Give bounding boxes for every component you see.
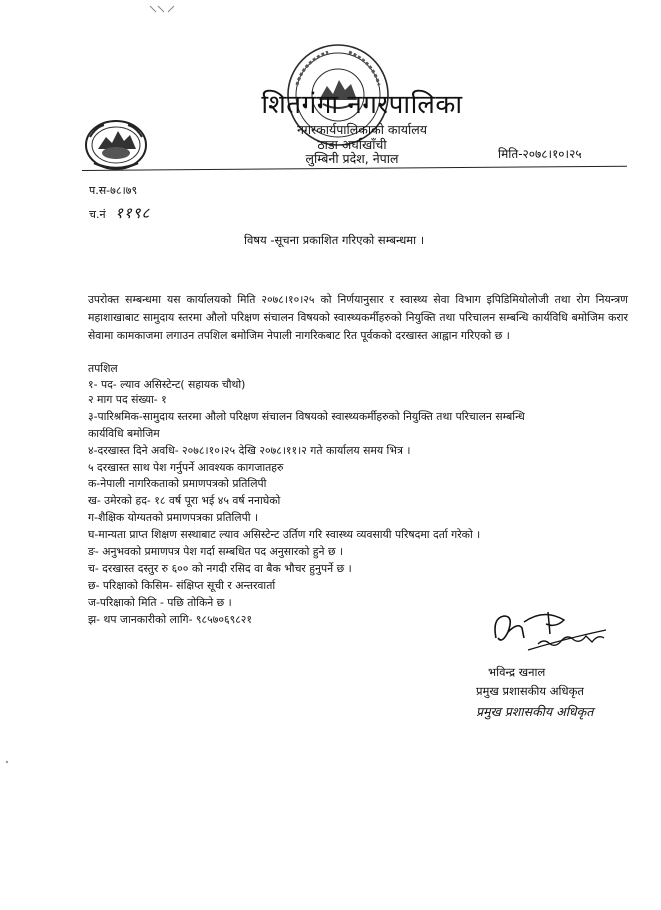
signatory-name: भविन्द्र खनाल <box>488 665 546 679</box>
subject-line: विषय -सूचना प्रकाशित गरिएको सम्बन्धमा । <box>244 233 425 247</box>
body-paragraph: उपरोक्त सम्बन्धमा यस कार्यालयको मिति २०७८।१०।२५ को निर्णयानुसार र स्वास्थ्य सेवा विभाग इपिडिमियोलोजी तथा रोग नियन्त्रण महाशाखाबाट सामुदाय स्तरमा औलो परिक्षण संचालन विषयको स्वास्थ्यकर्मीहरुको नियुक्ति तथा परिचालन सम्बन्धि कार्यविधि बमोजिम करार सेवामा कामकाजमा लगाउन तपशिल बमोजिम नेपाली नागरिकबाट रित पूर्वकको दरखास्त आह्वान गरिएको छ । <box>88 293 628 342</box>
list-item: ५ दरखास्त साथ पेश गर्नुपर्ने आवश्यक कागजातहरु <box>88 461 284 474</box>
list-item: २ माग पद संख्या- १ <box>88 393 167 406</box>
office-place: ठाडा अर्घाखाँची <box>317 137 387 152</box>
list-item: ख- उमेरको हद- १८ वर्ष पूरा भई ४५ वर्ष ननाघेको <box>88 494 281 507</box>
list-item: च- दरखास्त दस्तुर रु ६०० को नगदी रसिद वा बैक भौचर हुनुपर्ने छ । <box>88 562 352 575</box>
dispatch-number-value: ११९८ <box>115 204 151 222</box>
list-item: ङ- अनुभवको प्रमाणपत्र पेश गर्दा सम्बधित पद अनुसारको हुने छ । <box>88 545 344 558</box>
signatory-title: प्रमुख प्रशासकीय अधिकृत <box>476 684 584 698</box>
letter-date: मिति-२०७८।१०।२५ <box>498 147 582 161</box>
municipality-title: शितगंगा नगरपालिका <box>261 90 463 120</box>
office-name: नगरकार्यपालिकाको कार्यालय <box>297 122 427 137</box>
signatory-stamp-title: प्रमुख प्रशासकीय अधिकृत <box>476 704 594 719</box>
list-item: ३-पारिश्रमिक-सामुदाय स्तरमा औलो परिक्षण संचालन विषयको स्वास्थ्यकर्मीहरुको नियुक्ति तथा परिचालन सम्बन्धि <box>88 410 525 423</box>
list-item: ग-शैक्षिक योग्यतको प्रमाणपत्रका प्रतिलिपी । <box>88 511 259 524</box>
list-item: ज-परिक्षाको मिति - पछि तोकिने छ । <box>88 596 232 609</box>
list-item: कार्यविधि बमोजिम <box>88 427 160 440</box>
fiscal-year-ref: प.स-७८।७९ <box>89 184 138 197</box>
province-line: लुम्बिनी प्रदेश, नेपाल <box>305 151 399 166</box>
details-heading: तपशिल <box>88 362 118 375</box>
list-item: १- पद- ल्याव असिस्टेन्ट( सहायक चौथो) <box>88 378 246 391</box>
list-item: क-नेपाली नागरिकताको प्रमाणपत्रको प्रतिलिपी <box>88 477 267 490</box>
list-item: झ- थप जानकारीको लागि- ९८५७०६९८२१ <box>88 613 253 626</box>
dispatch-number-label: च.नं <box>89 208 106 221</box>
list-item: घ-मान्यता प्राप्त शिक्षण सस्थाबाट ल्याव असिस्टेन्ट उर्तिण गरि स्वास्थ्य व्यवसायी परिषदमा दर्ता गरेको । <box>88 528 481 541</box>
list-item: छ- परिक्षाको किसिम- संक्षिप्त सूची र अन्तरवार्ता <box>88 579 276 592</box>
list-item: ४-दरखास्त दिने अवधि- २०७८।१०।२५ देखि २०७८।११।२ गते कार्यालय समय भित्र । <box>88 444 411 457</box>
